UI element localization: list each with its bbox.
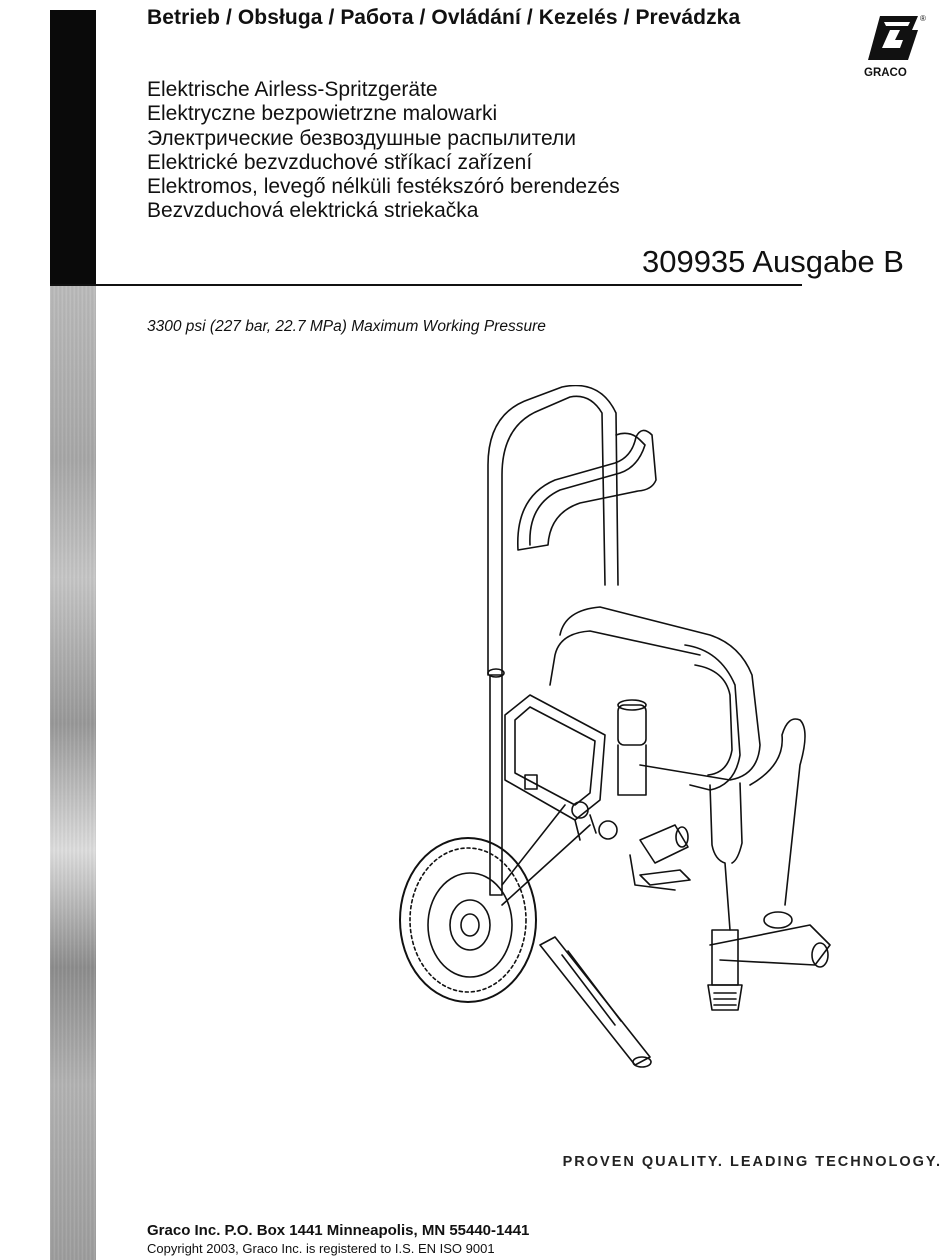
logo-text: GRACO <box>864 67 907 79</box>
graco-logo-mark <box>860 12 926 80</box>
copyright-notice: Copyright 2003, Graco Inc. is registered to I.S. EN ISO 9001 <box>147 1241 495 1256</box>
document-number: 309935 Ausgabe B <box>641 244 904 279</box>
company-tagline: PROVEN QUALITY. LEADING TECHNOLOGY. <box>562 1154 942 1170</box>
product-title-de: Elektrische Airless-Spritzgeräte <box>147 78 438 101</box>
paint-sprayer-illustration <box>390 385 840 1085</box>
company-address: Graco Inc. P.O. Box 1441 Minneapolis, MN 55440-1441 <box>147 1222 530 1239</box>
product-title-list <box>147 78 620 224</box>
page-title: Betrieb / Obsługa / Работа / Ovládání / Kezelés / Prevádzka <box>147 6 741 29</box>
product-title-hu: Elektromos, levegő nélküli festékszóró berendezés <box>147 175 620 199</box>
product-title-ru: Электрические безвоздушные распылители <box>147 126 576 150</box>
product-title-pl: Elektryczne bezpowietrzne malowarki <box>147 102 498 126</box>
sidebar-black-band <box>50 10 96 285</box>
product-title-cs: Elektrické bezvzduchové stříkací zařízení <box>147 150 533 174</box>
header-divider <box>50 284 802 286</box>
pressure-rating: 3300 psi (227 bar, 22.7 MPa) Maximum Working Pressure <box>147 318 546 335</box>
product-title-sk: Bezvzduchová elektrická striekačka <box>147 199 479 223</box>
sidebar-metal-band <box>50 285 96 1260</box>
registered-mark: ® <box>920 14 926 23</box>
graco-logo <box>860 12 926 80</box>
